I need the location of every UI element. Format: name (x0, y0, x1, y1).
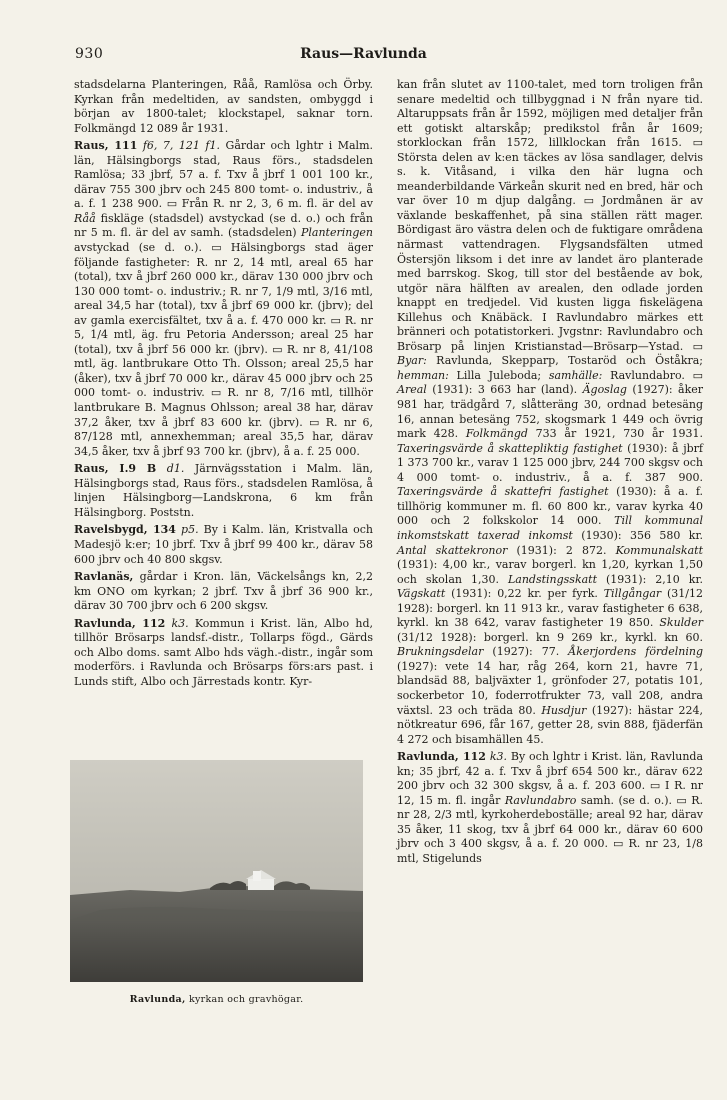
field-label: Husdjur (541, 703, 587, 717)
right-column (397, 78, 703, 870)
field-label: Åkerjordens fördelning (568, 645, 704, 659)
field-label: samhälle: (548, 368, 603, 382)
entry-link: Råå (74, 211, 96, 225)
field-label: Areal (397, 383, 427, 397)
field-label: Brukningsdelar (397, 645, 484, 659)
entry-text: By i Kalm. län, Kristvalla och Madesjö k:er; 10 jbrf. Txv å jbrf 99 400 kr., därav 58 600 jbrv och 40 800 skgsv. (74, 523, 373, 566)
map-grid-ref: p5. (181, 523, 199, 537)
field-value: Ravlunda, Skepparp, Tostaröd och Öståkra; (436, 354, 704, 368)
field-value: (1931): 2,10 kr. (606, 572, 703, 586)
entry-raus (74, 139, 373, 459)
entry-text: Järnvägsstation i Malm. län, Hälsingborgs stad, Raus förs., stadsdelen Ramlösa, å linjen Hälsingborg—Landskrona, 6 km från Hälsingborg. Poststn. (74, 462, 373, 519)
entry-ravlunda (74, 617, 373, 690)
entry-text: avstyckad (se d. o.). ▭ Hälsingborgs stad äger följande fastigheter: R. nr 2, 14 mtl, areal 65 har (total), txv å jbrf 260 000 kr., därav 130 000 jbrv och 130 000 tomt- o. industriv.; R. nr 7, 1/9 mtl, 3/16 mtl, areal 34,5 har (total), txv å jbrf 69 000 kr. (jbrv); del av gamla exercisfältet, txv å a. f. 470 000 kr. ▭ R. nr 5, 1/4 mtl, äg. fru Petoria Andersson; areal 25 har (total), txv å jbrf 56 000 kr. (jbrv). ▭ R. nr 8, 41/108 mtl, äg. lantbrukare Otto Th. Olsson; areal 25,5 har (åker), txv å jbrf 70 000 kr., därav 45 000 jbrv och 25 000 tomt- o. industriv. ▭ R. nr 8, 7/16 mtl, tillhör lantbrukare B. Magnus Ohlsson; areal 38 har, därav 37,2 åker, txv å jbrf 83 600 kr. (jbrv). ▭ R. nr 6, 87/128 mtl, annexhemman; areal 35,5 har, därav 34,5 åker, txv å jbrf 93 700 kr. (jbrv), å a. f. 25 000. (74, 241, 373, 458)
field-value: (1931): 2 872. (516, 543, 607, 557)
entry-link: Planteringen (301, 226, 373, 240)
map-grid-ref: d1. (166, 462, 185, 476)
field-value: Ravlundabro. ▭ (610, 368, 703, 382)
map-grid-ref: k3. (171, 616, 189, 630)
entry-text: By och lghtr i Krist. län, Ravlunda kn; 35 jbrf, 42 a. f. Txv å jbrf 654 500 kr., därav 622 200 jbrv och 32 300 skgsv, å a. f. 203 600. ▭ I R. nr 12, 15 m. fl. ingår (397, 750, 704, 807)
field-value: (1931): 3 663 har (land). (432, 383, 578, 397)
field-value: (1927): hästar 224, nötkreatur 696, får 167, getter 28, svin 888, fjäderfän 4 272 och bisamhällen 45. (397, 703, 703, 746)
field-value: 733 år 1921, 730 år 1931. (535, 427, 703, 441)
field-value: (1930): å a. f. tillhörig kommuner m. fl. 60 800 kr., varav kyrka 40 000 och 2 folkskolor 14 000. (397, 485, 703, 528)
field-label: Ägoslag (582, 383, 627, 397)
entry-text: gårdar i Kron. län, Väckelsångs kn, 2,2 km ONO om kyrkan; 2 jbrf. Txv å jbrf 36 900 kr., därav 30 700 jbrv och 6 200 skgsv. (74, 570, 373, 613)
field-label: Kommunalskatt (615, 543, 703, 557)
entry-ravelsbygd (74, 523, 373, 567)
field-value: (1927): åker 981 har, trädgård 7, slåtteräng 30, ordnad betesäng 16, annan betesäng 752, skogsmark 1 449 och övrig mark 428. (397, 383, 704, 441)
entry-link: Ravlundabro (504, 793, 577, 807)
map-grid-ref: f6, 7, 121 f1. (142, 139, 221, 153)
field-label: Vägskatt (397, 587, 446, 601)
field-value: (31/12 1928): borgerl. kn 9 269 kr., kyrkl. kn 60. (397, 630, 703, 644)
field-value: (31/12 1928): borgerl. kn 11 913 kr., varav fastigheter 6 638, kyrkl. kn 38 642, varav fastigheter 19 850. (397, 587, 703, 630)
paragraph (397, 78, 703, 747)
field-value: (1930): å jbrf 1 373 700 kr., varav 1 125 000 jbrv, 244 700 skgsv och 4 000 tomt- o. industriv., å a. f. 387 900. (397, 441, 703, 484)
field-label: Byar: (397, 354, 427, 368)
field-label: hemman: (397, 368, 449, 382)
field-label: Tillgångar (603, 587, 662, 601)
page-number: 930 (75, 46, 104, 62)
field-label: Taxeringsvärde å skattefri fastighet (397, 485, 609, 499)
entry-heading: Raus, 111 (74, 139, 138, 153)
field-label: Till kommunal inkomstskatt taxerad inkomst (397, 514, 703, 542)
field-value: Lilla Juleboda; (456, 368, 542, 382)
entry-text: kan från slutet av 1100-talet, med torn troligen från senare medeltid och tillbyggnad i N från nyare tid. Altaruppsats från år 1592, möjligen med detaljer från ett gotiskt altarskåp; predikstol från år 1609; storklockan från 1572, lillklockan från 1615. ▭ Största delen av k:en täckes av lösa sandlager, delvis s. k. Vitåsand, i vilka den här lugna och meanderbildande Värkeån skurit ned en bred, här och var över 10 m djup dalgång. ▭ Jordmånen är av växlande beskaffenhet, på sina ställen rätt mager. Bördigast äro västra delen och de fuktigare områdena närmast vattendragen. Flygsandsfälten utmed Östersjön liksom i det inre av landet äro planterade med barrskog. Skog, till stor del bestående av bok, utgör nära hälften av arealen, den odlade jorden knappt en tredjedel. Vid kusten ligga fiskelägena Killehus och Knäbäck. I Ravlundabro märkes ett bränneri och potatistorkeri. Jvgstnr: Ravlundabro och Brösarp på linjen Kristianstad—Brösarp—Ystad. ▭ (397, 78, 703, 353)
field-label: Landstingsskatt (507, 572, 598, 586)
entry-heading: Ravelsbygd, 134 (74, 523, 176, 537)
field-value: (1930): 356 580 kr. (581, 528, 703, 542)
field-label: Folkmängd (465, 427, 528, 441)
entry-ravlunda-village (397, 750, 703, 866)
entry-text: fiskläge (stadsdel) avstyckad (se d. o.) och från nr 5 m. fl. är del av samh. (stadsdelen) (74, 211, 374, 240)
entry-heading: Ravlunda, 112 (74, 616, 166, 630)
map-grid-ref: k3. (489, 750, 507, 764)
entry-text: Gårdar och lghtr i Malm. län, Hälsingborgs stad, Raus förs., stadsdelen Ramlösa; 33 jbrf, 57 a. f. Txv å jbrf 1 001 100 kr., därav 755 300 jbrv och 245 800 tomt- o. industriv., å a. f. 1 238 900. ▭ Från R. nr 2, 3, 6 m. fl. är del av (74, 139, 373, 211)
church-landscape-illustration (70, 760, 363, 982)
field-label: Taxeringsvärde å skattepliktig fastighet (397, 441, 623, 455)
entry-heading: Raus, I.9 B (74, 462, 157, 476)
photo-caption (70, 994, 363, 1005)
field-value: (1931): 0,22 kr. per fyrk. (451, 587, 598, 601)
field-value: (1927): vete 14 har, råg 264, korn 21, havre 71, blandsäd 88, baljväxter 1, grönfoder 27, potatis 101, sockerbetor 10, foderrotfrukter 73, vall 208, andra växtsl. 23 och träda 80. (397, 659, 703, 717)
left-column (74, 78, 373, 692)
church-photo (70, 760, 363, 982)
entry-heading: Ravlunda, 112 (397, 750, 486, 764)
field-label: Skulder (659, 616, 703, 630)
field-value: (1927): 77. (492, 645, 560, 659)
field-value: (1931): 4,00 kr., varav borgerl. kn 1,20, kyrkan 1,50 och skolan 1,30. (397, 558, 703, 586)
entry-text: samh. (se d. o.). ▭ R. nr 28, 2/3 mtl, kyrkoherdeboställe; areal 92 har, därav 35 åker, 11 skog, txv å jbrf 64 000 kr., därav 60 600 jbrv och 3 400 skgsv, å a. f. 20 000. ▭ R. nr 23, 1/8 mtl, Stigelunds (397, 793, 704, 865)
entry-text: Kommun i Krist. län, Albo hd, tillhör Brösarps landsf.-distr., Tollarps fögd., Gärds och Albo doms. samt Albo hds vägh.-distr., ingår som moderförs. i Ravlunda och Brösarps förs:ars past. i Lunds stift, Albo och Järrestads kontr. Kyr- (74, 616, 373, 688)
entry-heading: Ravlanäs, (74, 570, 134, 584)
entry-ravlanas (74, 570, 373, 614)
paragraph: stadsdelarna Planteringen, Råå, Ramlösa och Örby. Kyrkan från medeltiden, av sandsten, ombyggd i början av 1800-talet; klockstapel, saknar torn. Folkmängd 12 089 år 1931. (74, 78, 373, 135)
running-title: Raus—Ravlunda (300, 46, 427, 62)
caption-text: kyrkan och gravhögar. (188, 994, 304, 1005)
caption-title: Ravlunda, (129, 994, 186, 1005)
entry-raus-station (74, 462, 373, 520)
field-label: Antal skattekronor (397, 543, 508, 557)
